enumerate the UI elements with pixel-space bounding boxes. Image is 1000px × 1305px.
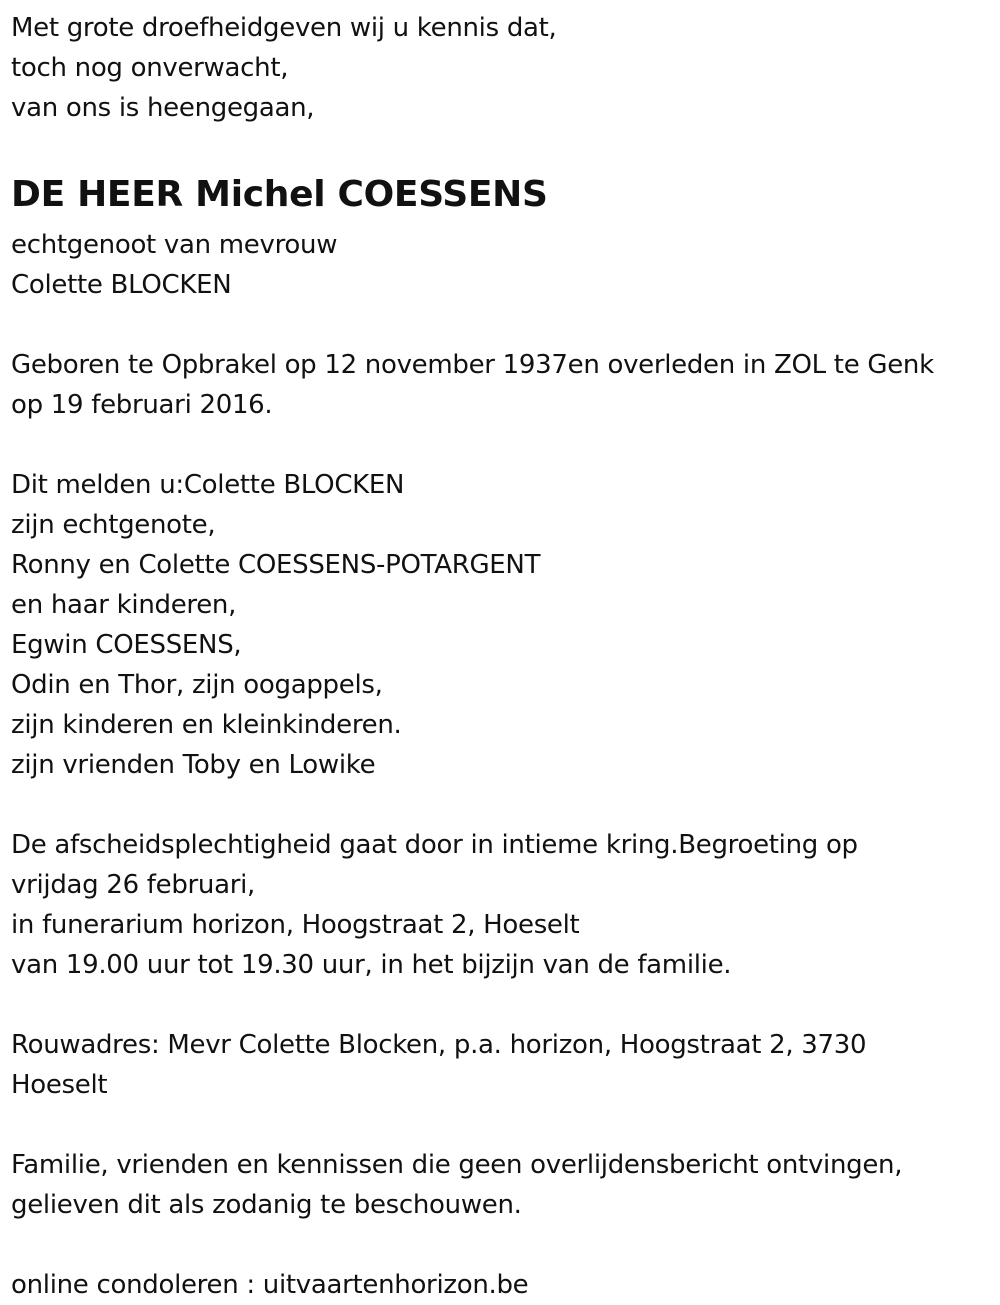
deceased-name: DE HEER Michel COESSENS <box>11 174 548 215</box>
ceremony-line: in funerarium horizon, Hoogstraat 2, Hoeselt <box>11 910 580 940</box>
online-condolence-line: online condoleren : uitvaartenhorizon.be <box>11 1270 529 1300</box>
ceremony-line: vrijdag 26 februari, <box>11 870 256 900</box>
announcer-line: Odin en Thor, zijn oogappels, <box>11 670 383 700</box>
ceremony-section <box>11 825 986 985</box>
intro-line-2: toch nog onverwacht, <box>11 53 289 83</box>
closing-section <box>11 1145 986 1225</box>
deceased-section <box>11 170 986 305</box>
announcer-line: Egwin COESSENS, <box>11 630 242 660</box>
spacer <box>11 128 986 168</box>
spacer <box>11 785 986 825</box>
intro-line-1: Met grote droefheidgeven wij u kennis dat, <box>11 13 557 43</box>
closing-line-2: gelieven dit als zodanig te beschouwen. <box>11 1190 522 1220</box>
spacer <box>11 1105 986 1145</box>
ceremony-line: De afscheidsplechtigheid gaat door in intieme kring.Begroeting op <box>11 830 858 860</box>
spouse-line-2: Colette BLOCKEN <box>11 270 232 300</box>
intro-section <box>11 8 986 128</box>
birth-death-section <box>11 345 986 425</box>
spacer <box>11 425 986 465</box>
closing-line-1: Familie, vrienden en kennissen die geen overlijdensbericht ontvingen, <box>11 1150 903 1180</box>
announcer-line: en haar kinderen, <box>11 590 237 620</box>
announcer-line: Ronny en Colette COESSENS-POTARGENT <box>11 550 541 580</box>
announcer-line: zijn kinderen en kleinkinderen. <box>11 710 402 740</box>
death-notice <box>11 8 986 1305</box>
announcer-line: zijn echtgenote, <box>11 510 216 540</box>
spacer <box>11 985 986 1025</box>
announcers-section <box>11 465 986 785</box>
address-section <box>11 1025 986 1105</box>
announcer-line: Dit melden u:Colette BLOCKEN <box>11 470 405 500</box>
birth-death-line-2: op 19 februari 2016. <box>11 390 273 420</box>
address-line-1: Rouwadres: Mevr Colette Blocken, p.a. horizon, Hoogstraat 2, 3730 <box>11 1030 867 1060</box>
spouse-line-1: echtgenoot van mevrouw <box>11 230 338 260</box>
spacer <box>11 305 986 345</box>
address-line-2: Hoeselt <box>11 1070 108 1100</box>
intro-line-3: van ons is heengegaan, <box>11 93 315 123</box>
announcer-line: zijn vrienden Toby en Lowike <box>11 750 376 780</box>
spacer <box>11 1225 986 1265</box>
ceremony-line: van 19.00 uur tot 19.30 uur, in het bijzijn van de familie. <box>11 950 732 980</box>
birth-death-line-1: Geboren te Opbrakel op 12 november 1937en overleden in ZOL te Genk <box>11 350 934 380</box>
